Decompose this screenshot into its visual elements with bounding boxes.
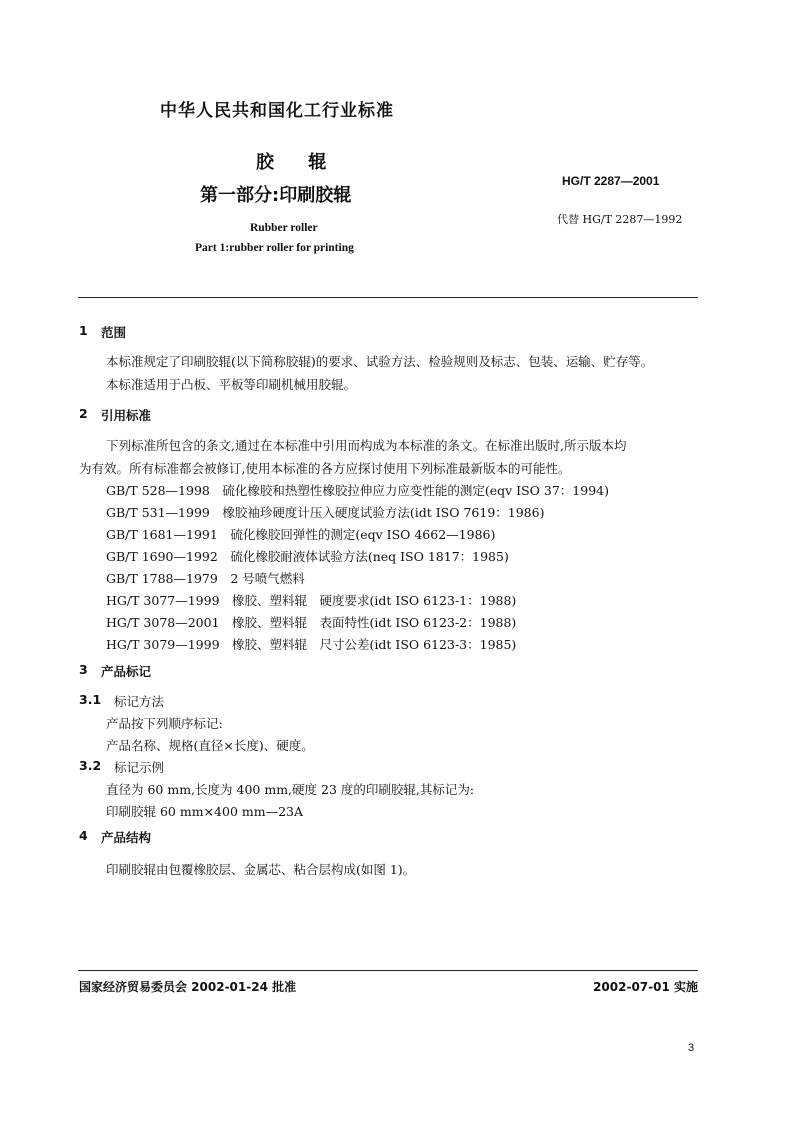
english-subtitle: Part 1:rubber roller for printing <box>195 242 354 254</box>
header-divider <box>78 297 698 298</box>
reference-item: GB/T 1690—1992 硫化橡胶耐液体试验方法(neq ISO 1817：1985) <box>106 549 509 564</box>
subsection-3-1-number: 3.1 <box>79 692 102 707</box>
section-2-number: 2 <box>79 406 88 421</box>
approval-date: 国家经济贸易委员会 2002-01-24 批准 <box>79 980 297 994</box>
section-4-number: 4 <box>79 828 88 843</box>
section-1-para-1: 本标准规定了印刷胶辊(以下简称胶辊)的要求、试验方法、检验规则及标志、包装、运输、贮存等。 <box>106 354 654 369</box>
subsection-3-1-para-2: 产品名称、规格(直径×长度)、硬度。 <box>106 738 314 753</box>
page-number: 3 <box>688 1042 695 1054</box>
section-2-para-1a: 下列标准所包含的条文,通过在本标准中引用而构成为本标准的条文。在标准出版时,所示版本均 <box>106 438 627 453</box>
subsection-3-2-number: 3.2 <box>79 758 102 773</box>
subsection-3-2-para-1: 直径为 60 mm,长度为 400 mm,硬度 23 度的印刷胶辊,其标记为: <box>106 782 475 797</box>
doc-title-part: 第一部分:印刷胶辊 <box>200 185 352 206</box>
subsection-3-2-para-2: 印刷胶辊 60 mm×400 mm—23A <box>106 804 304 819</box>
section-1-number: 1 <box>79 323 88 338</box>
reference-item: HG/T 3078—2001 橡胶、塑料辊 表面特性(idt ISO 6123-2：1988) <box>106 615 517 630</box>
replaces-note: 代替 HG/T 2287—1992 <box>557 213 683 226</box>
section-2-para-1b: 为有效。所有标准都会被修订,使用本标准的各方应探讨使用下列标准最新版本的可能性。 <box>79 461 571 476</box>
footer-divider <box>78 970 698 971</box>
english-title: Rubber roller <box>250 222 318 234</box>
subsection-3-1-para-1: 产品按下列顺序标记: <box>106 716 223 731</box>
reference-item: GB/T 1681—1991 硫化橡胶回弹性的测定(eqv ISO 4662—1986) <box>106 527 496 542</box>
effective-date: 2002-07-01 实施 <box>593 980 698 994</box>
reference-item: GB/T 1788—1979 2 号喷气燃料 <box>106 571 305 586</box>
standard-code: HG/T 2287—2001 <box>562 174 660 188</box>
section-4-para-1: 印刷胶辊由包覆橡胶层、金属芯、粘合层构成(如图 1)。 <box>106 862 416 877</box>
doc-title-main: 胶 辊 <box>256 152 341 173</box>
section-2-title: 引用标准 <box>101 408 152 423</box>
section-1-para-2: 本标准适用于凸板、平板等印刷机械用胶辊。 <box>106 377 357 392</box>
section-4-title: 产品结构 <box>101 830 152 845</box>
reference-item: GB/T 528—1998 硫化橡胶和热塑性橡胶拉伸应力应变性能的测定(eqv ISO 37：1994) <box>106 483 609 498</box>
reference-item: HG/T 3079—1999 橡胶、塑料辊 尺寸公差(idt ISO 6123-3：1985) <box>106 637 517 652</box>
subsection-3-2-title: 标记示例 <box>114 760 165 775</box>
section-3-title: 产品标记 <box>101 664 152 679</box>
reference-item: GB/T 531—1999 橡胶袖珍硬度计压入硬度试验方法(idt ISO 7619：1986) <box>106 505 545 520</box>
reference-item: HG/T 3077—1999 橡胶、塑料辊 硬度要求(idt ISO 6123-1：1988) <box>106 593 517 608</box>
section-1-title: 范围 <box>101 325 127 340</box>
subsection-3-1-title: 标记方法 <box>114 694 165 709</box>
standard-org-title: 中华人民共和国化工行业标准 <box>160 101 394 121</box>
section-3-number: 3 <box>79 662 88 677</box>
